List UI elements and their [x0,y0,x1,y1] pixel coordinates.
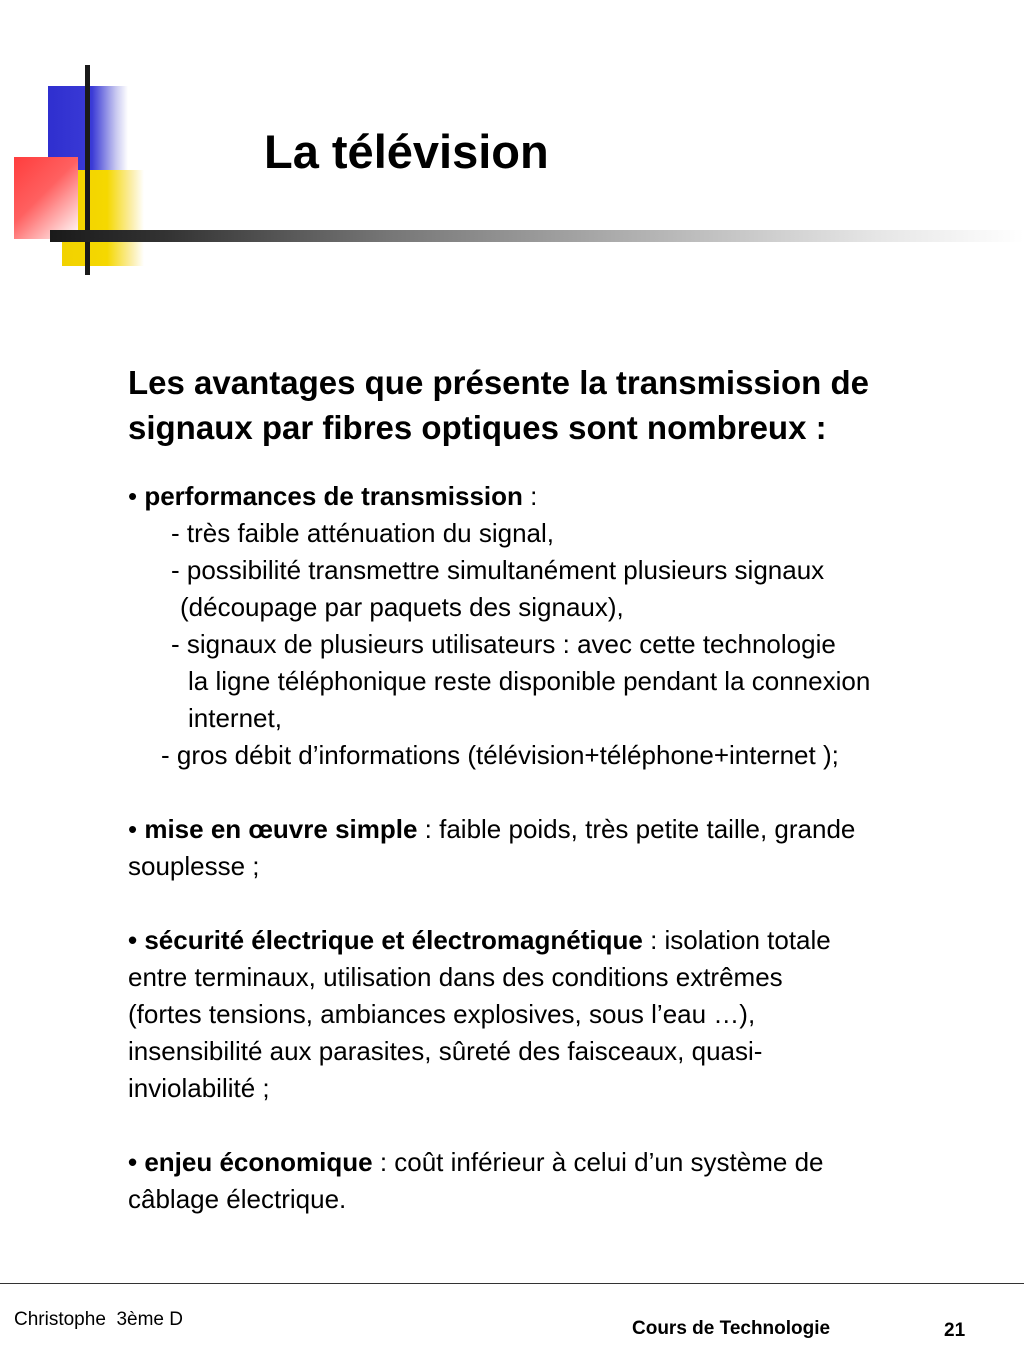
bullet: • [128,814,145,844]
section-mise-en-oeuvre [128,811,1008,885]
footer-course: Cours de Technologie [632,1318,831,1339]
list-item: - gros débit d’informations (télévision+téléphone+internet ); [161,740,839,770]
section-line [128,811,1008,848]
bullet: • [128,481,145,511]
section-text-line: insensibilité aux parasites, sûreté des faisceaux, quasi- [128,1036,763,1066]
list-item: - très faible atténuation du signal, [171,518,555,548]
section-heading: • sécurité électrique et électromagnétique [128,925,643,955]
section-text: : faible poids, très petite taille, grande [417,814,856,844]
section-heading: • enjeu économique [128,1147,373,1177]
title-underline-bar [50,230,1024,242]
intro-paragraph [128,360,1008,450]
list-item-continuation: la ligne téléphonique reste disponible pendant la connexion [188,666,871,696]
section-text-line: entre terminaux, utilisation dans des conditions extrêmes [128,962,783,992]
slide-body [128,360,1008,1255]
section-text: : isolation totale [642,925,831,955]
section-text-line: câblage électrique. [128,1184,347,1214]
list-item: - signaux de plusieurs utilisateurs : avec cette technologie [171,629,836,659]
section-heading: mise en œuvre simple [144,814,418,844]
footer-divider [0,1283,1024,1284]
list-item: - possibilité transmettre simultanément plusieurs signaux [171,555,825,585]
footer-author: Christophe 3ème D [14,1309,183,1330]
page-number: 21 [944,1320,966,1341]
intro-line: signaux par fibres optiques sont nombreux : [128,409,827,446]
section-enjeu [128,1144,1008,1218]
section-performance [128,478,1008,774]
section-securite [128,922,1008,1107]
decor-red-square [14,157,78,239]
section-colon: : [522,481,538,511]
section-text-line: (fortes tensions, ambiances explosives, sous l’eau …), [128,999,756,1029]
section-line [128,1144,1008,1181]
list-item-continuation: (découpage par paquets des signaux), [180,592,624,622]
slide-title: La télévision [264,125,549,178]
section-line [128,922,1008,959]
section-text-line: inviolabilité ; [128,1073,270,1103]
intro-line: Les avantages que présente la transmission de [128,364,869,401]
list-item-continuation: internet, [188,703,282,733]
section-heading-line [128,478,1008,515]
section-text-line: souplesse ; [128,851,260,881]
section-text: : coût inférieur à celui d’un système de [372,1147,824,1177]
section-heading: performances de transmission [144,481,523,511]
decor-vertical-line [85,65,90,275]
